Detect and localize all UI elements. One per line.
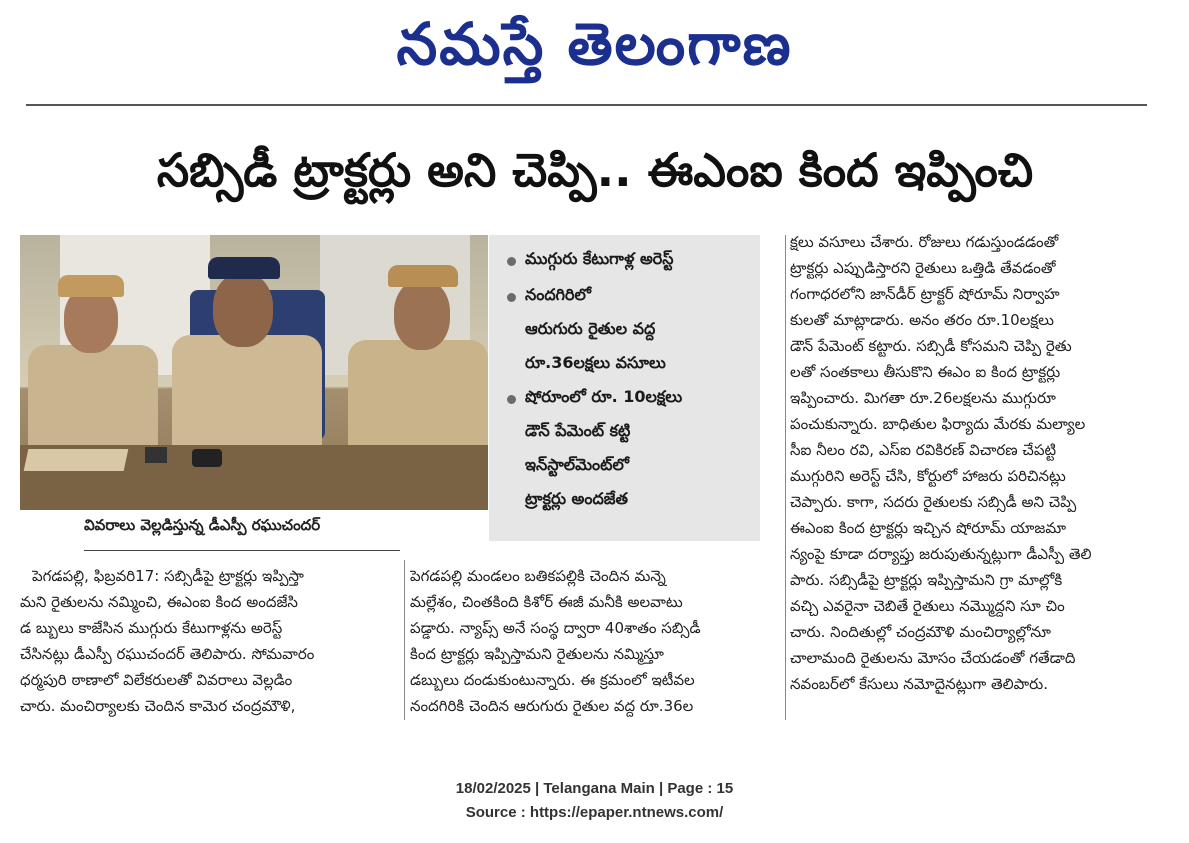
column-divider (785, 235, 786, 720)
text-line: మని రైతులను నమ్మించి, ఈఎంఐ కింద అందజేసి (20, 593, 298, 611)
text-line: క్షలు వసూలు చేశారు. రోజులు గడుస్తుండడంతో (790, 233, 1059, 251)
masthead-divider (26, 104, 1147, 106)
highlight-item: నందగిరిలో (507, 285, 757, 311)
desk-papers (24, 449, 129, 471)
footer-date-page: 18/02/2025 | Telangana Main | Page : 15 (455, 780, 734, 797)
text-line: వచ్చి ఎవరైనా చెబితే రైతులు నమ్మొద్దని సూ చిం (790, 597, 1065, 615)
bullet-icon (507, 395, 516, 404)
text-line: లతో సంతకాలు తీసుకొని ఈఎం ఐ కింద ట్రాక్టర్లు (790, 363, 1061, 381)
mobile-phone (192, 449, 222, 467)
text-line: ఇప్పించారు. మిగతా రూ.26లక్షలను ముగ్గురూ (790, 389, 1056, 407)
text-line: పారు. సబ్సిడీపై ట్రాక్టర్లు ఇప్పిస్తామని గ్రా మాల్లోకి (790, 571, 1063, 589)
text-line: మల్లేశం, చింతకింది కిశోర్ ఈజీ మనీకి అలవాటు (410, 593, 683, 611)
highlight-item: ఆరుగురు రైతుల వద్ద (525, 319, 656, 338)
text-line: డబ్బులు దండుకుంటున్నారు. ఈ క్రమంలో ఇటీవల (410, 671, 695, 689)
text-line: ట్రాక్టర్లు ఎప్పుడిస్తారని రైతులు ఒత్తిడి తేవడంతో (790, 259, 1056, 277)
text-line: గంగాధరలోని జాన్‌డీర్ ట్రాక్టర్ షోరూమ్ నిర్వాహ (790, 285, 1060, 303)
text-line: పడ్డారు. న్యాప్స్ అనే సంస్థ ద్వారా 40శాతం సబ్సిడీ (410, 619, 701, 637)
masthead-title: నమస్తే తెలంగాణ (396, 10, 793, 78)
text-line: న్యంపై కూడా దర్యాప్తు జరుపుతున్నట్లుగా డీఎస్పీ తెలి (790, 545, 1092, 563)
highlight-item: రూ.36లక్షలు వసూలు (525, 353, 666, 372)
highlight-item: ఇన్‌స్టాల్‌మెంట్‌లో (525, 455, 629, 474)
text-line: ధర్మపురి ఠాణాలో విలేకరులతో వివరాలు వెల్లడిం (20, 671, 293, 689)
footer-source: Source : https://epaper.ntnews.com/ (465, 804, 724, 821)
text-line: కింద ట్రాక్టర్లు ఇప్పిస్తామని రైతులను నమ్మిస్తూ (410, 645, 664, 663)
highlights-box (489, 235, 760, 541)
text-line: చారు. మంచిర్యాలకు చెందిన కామెర చంద్రమౌళి, (20, 697, 296, 715)
desk-item (145, 447, 167, 463)
text-line: నవంబర్‌లో కేసులు నమోదైనట్లుగా తెలిపారు. (790, 675, 1048, 693)
text-line: చాలామంది రైతులను మోసం చేయడంతో గతేడాది (790, 649, 1076, 667)
text-line: కులతో మాట్లాడారు. అనం తరం రూ.10లక్షలు (790, 311, 1054, 329)
article-headline: సబ్సిడీ ట్రాక్టర్లు అని చెప్పి.. ఈఎంఐ కింద ఇప్పించి (156, 143, 1034, 197)
column-divider (404, 560, 405, 720)
photo-caption: వివరాలు వెల్లడిస్తున్న డీఎస్పీ రఘుచందర్ (84, 516, 321, 534)
text-line: డ బ్బులు కాజేసిన ముగ్గురు కేటుగాళ్లను అరెస్ట్ (20, 619, 283, 637)
text-line: ముగ్గురిని అరెస్ట్ చేసి, కోర్టులో హాజరు పరిచినట్లు (790, 467, 1066, 485)
highlight-item: ట్రాక్టర్లు అందజేత (525, 489, 628, 508)
text-line: పెగడపల్లి మండలం బతికపల్లికి చెందిన మన్నె (410, 567, 666, 585)
text-line: చారు. నిందితుల్లో చంద్రమౌళి మంచిర్యాల్లోనూ (790, 623, 1051, 641)
text-line: పంచుకున్నారు. బాధితుల ఫిర్యాదు మేరకు మల్యాల (790, 415, 1086, 433)
text-line: పెగడపల్లి, ఫిబ్రవరి17: సబ్సిడీపై ట్రాక్టర్లు ఇప్పిస్తా (32, 567, 304, 585)
text-line: చెప్పారు. కాగా, సదరు రైతులకు సబ్సిడీ అని చెప్పి (790, 493, 1077, 511)
text-line: డౌన్ పేమెంట్ కట్టారు. సబ్సిడీ కోసమని చెప్పి రైతు (790, 337, 1072, 355)
article-photo (20, 235, 488, 510)
text-line: నందగిరికి చెందిన ఆరుగురు రైతుల వద్ద రూ.36ల (410, 697, 694, 715)
bullet-icon (507, 293, 516, 302)
bullet-icon (507, 257, 516, 266)
text-line: సీఐ నీలం రవి, ఎస్ఐ రవికిరణ్ విచారణ చేపట్టి (790, 441, 1057, 459)
text-line: చేసినట్లు డీఎస్పీ రఘుచందర్ తెలిపారు. సోమవారం (20, 645, 315, 663)
highlight-item: షోరూంలో రూ. 10లక్షలు (507, 387, 757, 413)
caption-divider (84, 550, 400, 551)
text-line: ఈఎంఐ కింద ట్రాక్టర్లు ఇచ్చిన షోరూమ్ యాజమా (790, 519, 1067, 537)
highlight-item: ముగ్గురు కేటుగాళ్ల అరెస్ట్ (507, 249, 757, 275)
highlight-item: డౌన్ పేమెంట్ కట్టి (525, 421, 631, 440)
